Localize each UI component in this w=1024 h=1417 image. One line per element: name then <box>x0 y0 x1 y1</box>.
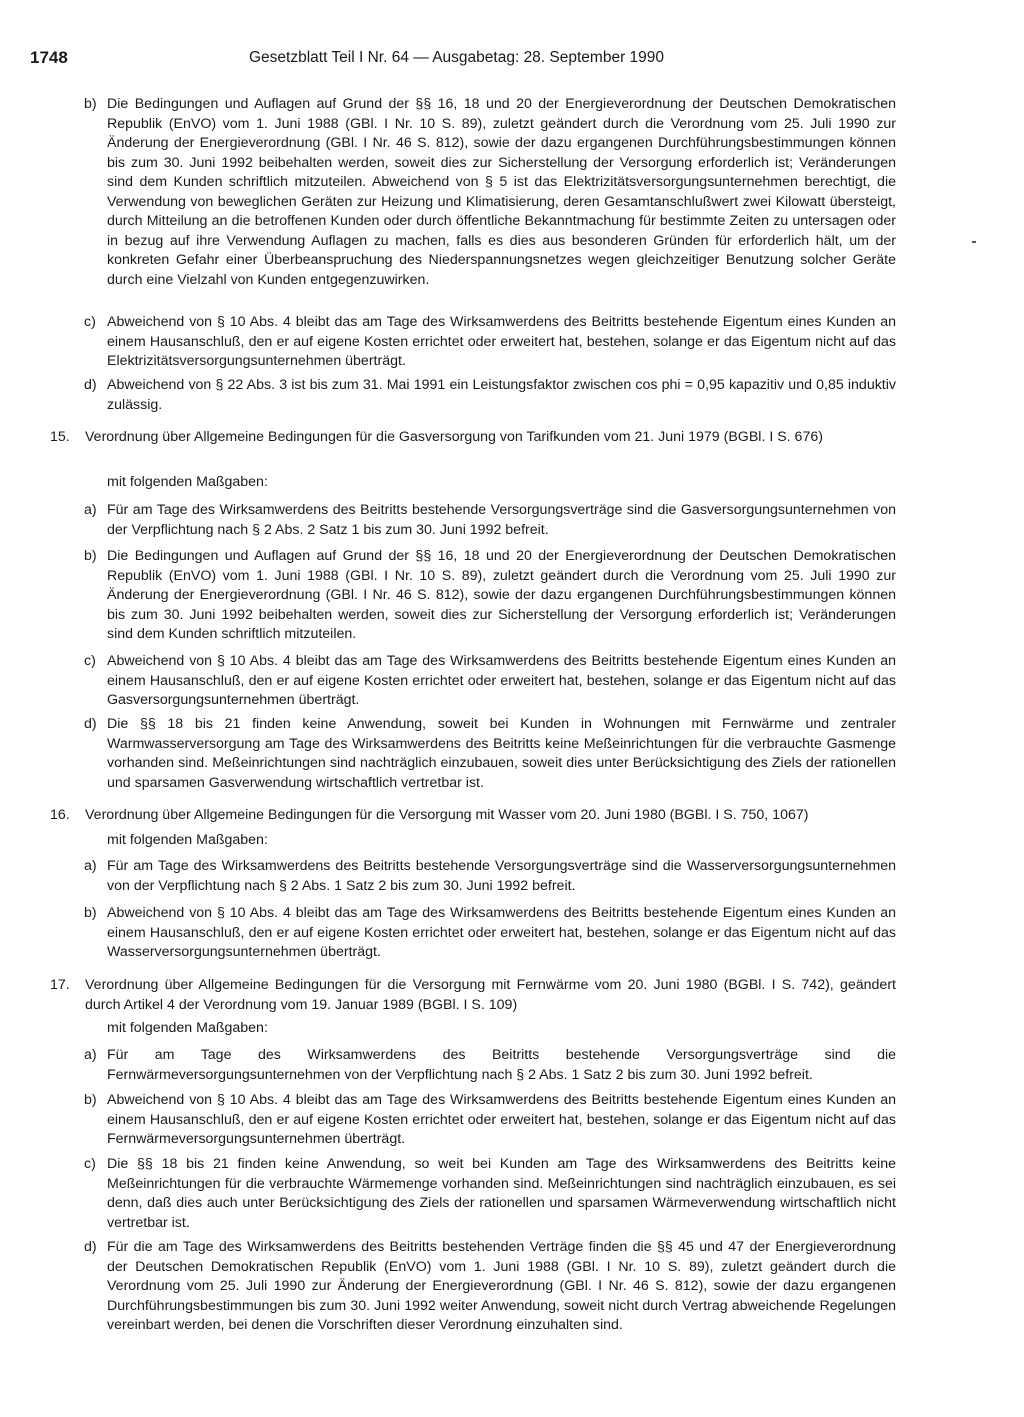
item-number: 15. <box>50 429 70 445</box>
subitem-label: a) <box>84 1047 97 1063</box>
item-title: Verordnung über Allgemeine Bedingungen für die Versorgung mit Fernwärme vom 20. Juni 1980 (BGBl. I S. 742), geändert durch Artikel 4 der Verordnung vom 19. Januar 1989 (BGBl. I S. 109) <box>85 977 896 1013</box>
item-14-b <box>84 95 896 290</box>
item-number: 16. <box>50 807 70 823</box>
subitem-label: d) <box>84 377 97 393</box>
subitem-text: Abweichend von § 10 Abs. 4 bleibt das am Tage des Wirksamwerdens des Beitritts bestehende Eigentum eines Kunden an einem Hausanschluß, den er auf eigene Kosten errichtet oder erweitert hat, bestehen, solange er das Eigentum nicht auf das Fernwärmeversorgungsunternehmen überträgt. <box>107 1092 896 1147</box>
subitem-text: Für am Tage des Wirksamwerdens des Beitritts bestehende Versorgungsverträge sind die Fernwärmeversorgungsunternehmen von der Verpflichtung nach § 2 Abs. 1 Satz 2 bis zum 30. Juni 1992 befreit. <box>107 1047 896 1083</box>
item-15-intro: mit folgenden Maßgaben: <box>107 474 268 490</box>
item-16-intro: mit folgenden Maßgaben: <box>107 832 268 848</box>
subitem-label: c) <box>84 653 96 669</box>
subitem-label: d) <box>84 716 97 732</box>
item-15-b <box>84 547 896 645</box>
gazette-title: Gesetzblatt Teil I Nr. 64 — Ausgabetag: 28. September 1990 <box>249 49 665 66</box>
subitem-label: d) <box>84 1239 97 1255</box>
item-17-c <box>84 1155 896 1233</box>
item-16 <box>50 806 896 826</box>
item-17-intro: mit folgenden Maßgaben: <box>107 1020 268 1036</box>
item-15-d <box>84 715 896 793</box>
subitem-label: a) <box>84 502 97 518</box>
subitem-text: Die Bedingungen und Auflagen auf Grund der §§ 16, 18 und 20 der Energieverordnung der Deutschen Demokratischen Republik (EnVO) vom 1. Juni 1988 (GBl. I Nr. 10 S. 89), zuletzt geändert durch die Verordnung vom 25. Juli 1990 zur Änderung der Energieverordnung (GBl. I Nr. 46 S. 812), sowie der dazu ergangenen Durchführungsbestimmungen können bis zum 30. Juni 1992 beibehalten werden, soweit dies zur Sicherstellung der Versorgung erforderlich ist; Veränderungen sind dem Kunden schriftlich mitzuteilen. <box>107 548 896 642</box>
subitem-text: Für die am Tage des Wirksamwerdens des Beitritts bestehenden Verträge finden die §§ 45 und 47 der Energieverordnung der Deutschen Demokratischen Republik (EnVO) vom 1. Juni 1988 (GBl. I Nr. 10 S. 89), zuletzt geändert durch die Verordnung vom 25. Juli 1990 zur Änderung der Energieverordnung (GBl. I Nr. 46 S. 812), sowie der dazu ergangenen Durchführungsbestimmungen bis zum 30. Juni 1992 weiter Anwendung, soweit nicht durch Vertrag abweichende Regelungen vereinbart werden, bei denen die Vorschriften dieser Verordnung einzuhalten sind. <box>107 1239 896 1333</box>
item-17-d <box>84 1238 896 1336</box>
subitem-text: Abweichend von § 10 Abs. 4 bleibt das am Tage des Wirksamwerdens des Beitritts bestehende Eigentum eines Kunden an einem Hausanschluß, den er auf eigene Kosten errichtet oder erweitert hat, bestehen, solange er das Eigentum nicht auf das Gasversorgungsunternehmen überträgt. <box>107 653 896 708</box>
subitem-label: c) <box>84 1156 96 1172</box>
item-16-b <box>84 904 896 963</box>
subitem-text: Abweichend von § 10 Abs. 4 bleibt das am Tage des Wirksamwerdens des Beitritts bestehende Eigentum eines Kunden an einem Hausanschluß, den er auf eigene Kosten errichtet oder erweitert hat, bestehen, solange er das Eigentum nicht auf das Elektrizitätsversorgungsunternehmen überträgt. <box>107 314 896 369</box>
item-15-c <box>84 652 896 711</box>
scan-speck <box>972 241 976 243</box>
item-17 <box>50 976 896 1015</box>
subitem-text: Die §§ 18 bis 21 finden keine Anwendung, soweit bei Kunden in Wohnungen mit Fernwärme und zentraler Warmwasserversorgung am Tage des Wirksamwerdens des Beitritts keine Meßeinrichtungen für die verbrauchte Gasmenge vorhanden sind. Meßeinrichtungen sind nachträglich einzubauen, soweit dies unter Berücksichtigung des Ziels der rationellen und sparsamen Gasverwendung wirtschaftlich vertretbar ist. <box>107 716 896 791</box>
subitem-text: Die Bedingungen und Auflagen auf Grund der §§ 16, 18 und 20 der Energieverordnung der Deutschen Demokratischen Republik (EnVO) vom 1. Juni 1988 (GBl. I Nr. 10 S. 89), zuletzt geändert durch die Verordnung vom 25. Juli 1990 zur Änderung der Energieverordnung (GBl. I Nr. 46 S. 812), sowie der dazu ergangenen Durchführungsbestimmungen können bis zum 30. Juni 1992 beibehalten werden, soweit dies zur Sicherstellung der Versorgung erforderlich ist; Veränderungen sind dem Kunden schriftlich mitzuteilen. Abweichend von § 5 ist das Elektrizitätsversorgungsunternehmen berechtigt, die Verwendung von beweglichen Geräten zur Heizung und Klimatisierung, deren Gesamtanschlußwert zwei Kilowatt übersteigt, durch Mitteilung an die betroffenen Kunden oder durch öffentliche Bekanntmachung für bestimmte Zeiten zu untersagen oder in bezug auf ihre Verwendung Auflagen zu machen, falls es dies aus besonderen Gründen für erforderlich hält, um der konkreten Gefahr einer Überbeanspruchung des Niederspannungsnetzes wegen gleichzeitiger Benutzung solcher Geräte durch eine Vielzahl von Kunden entgegenzuwirken. <box>107 96 896 288</box>
item-14-c <box>84 313 896 372</box>
subitem-label: b) <box>84 96 97 112</box>
item-15-a <box>84 501 896 540</box>
item-number: 17. <box>50 977 70 993</box>
item-title: Verordnung über Allgemeine Bedingungen für die Gasversorgung von Tarifkunden vom 21. Juni 1979 (BGBl. I S. 676) <box>85 429 823 445</box>
page-number: 1748 <box>30 48 68 67</box>
item-17-b <box>84 1091 896 1150</box>
subitem-text: Abweichend von § 22 Abs. 3 ist bis zum 31. Mai 1991 ein Leistungsfaktor zwischen cos phi = 0,95 kapazitiv und 0,85 induktiv zulässig. <box>107 377 896 413</box>
subitem-text: Für am Tage des Wirksamwerdens des Beitritts bestehende Versorgungsverträge sind die Gasversorgungsunternehmen von der Verpflichtung nach § 2 Abs. 2 Satz 1 bis zum 30. Juni 1992 befreit. <box>107 502 896 538</box>
subitem-label: b) <box>84 1092 97 1108</box>
subitem-label: c) <box>84 314 96 330</box>
item-16-a <box>84 857 896 896</box>
subitem-text: Abweichend von § 10 Abs. 4 bleibt das am Tage des Wirksamwerdens des Beitritts bestehende Eigentum eines Kunden an einem Hausanschluß, den er auf eigene Kosten errichtet oder erweitert hat, bestehen, solange er das Eigentum nicht auf das Wasserversorgungsunternehmen überträgt. <box>107 905 896 960</box>
item-15 <box>50 428 896 448</box>
subitem-label: b) <box>84 905 97 921</box>
subitem-label: a) <box>84 858 97 874</box>
subitem-text: Die §§ 18 bis 21 finden keine Anwendung, so weit bei Kunden am Tage des Wirksamwerdens des Beitritts keine Meßeinrichtungen für die verbrauchte Wärmemenge vorhanden sind. Meßeinrichtungen sind nachträglich einzubauen, es sei denn, daß dies auch unter Berücksichtigung des Ziels der rationellen und sparsamen Wärmeverwendung wirtschaftlich nicht vertretbar ist. <box>107 1156 896 1231</box>
subitem-text: Für am Tage des Wirksamwerdens des Beitritts bestehende Versorgungsverträge sind die Wasserversorgungsunternehmen von der Verpflichtung nach § 2 Abs. 1 Satz 2 bis zum 30. Juni 1992 befreit. <box>107 858 896 894</box>
subitem-label: b) <box>84 548 97 564</box>
item-title: Verordnung über Allgemeine Bedingungen für die Versorgung mit Wasser vom 20. Juni 1980 (BGBl. I S. 750, 1067) <box>85 807 809 823</box>
item-14-d <box>84 376 896 415</box>
item-17-a <box>84 1046 896 1085</box>
